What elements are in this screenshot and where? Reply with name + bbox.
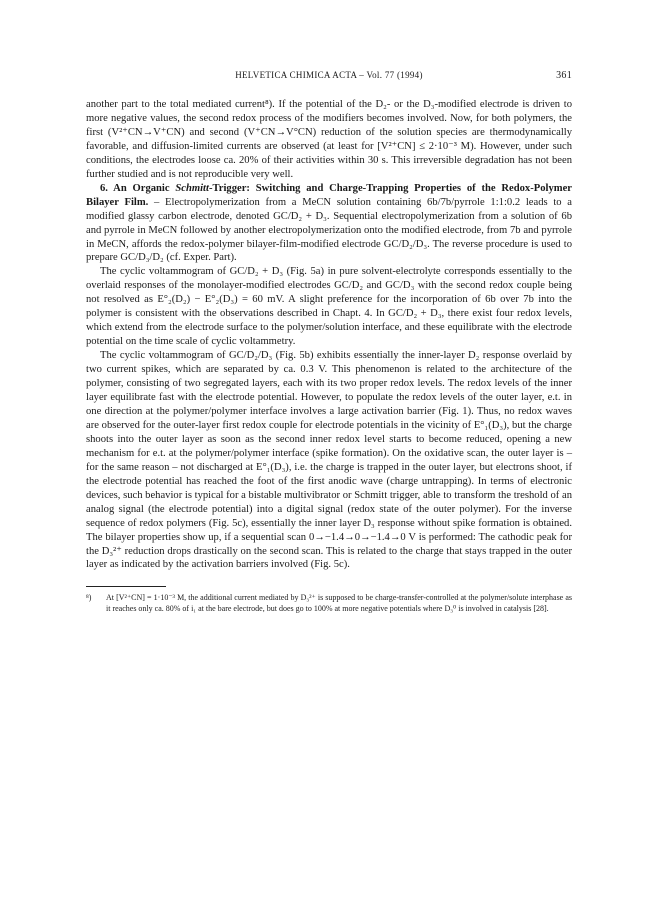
footnote (86, 593, 572, 613)
section-heading-name: Schmitt (175, 182, 209, 194)
running-title: HELVETICA CHIMICA ACTA – Vol. 77 (1994) (235, 70, 423, 80)
paragraph-continued: another part to the total mediated current⁸). If the potential of the D₂- or the D₃-modified electrode is driven to more negative values, the second redox process of the modifiers becomes involved. Now, for both polymers, the first (V²⁺CN→V⁺CN) and second (V⁺CN→V°CN) reduction of the solution species are thermodynamically favorable, and diffusion-limited currents are observed (at least for [V²⁺CN] ≤ 2·10⁻³ M). However, under such conditions, the electrodes loose ca. 20% of their activities within 30 s. This irreversible degradation has not been further studied and is not reproducible very well. (86, 99, 572, 180)
paragraph-voltammogram-mixed: The cyclic voltammogram of GC/D₂ + D₃ (Fig. 5a) in pure solvent-electrolyte corresponds essentially to the overlaid responses of the monolayer-modified electrodes GC/D₂ and GC/D₃ with the second redox couple being not resolved as E°₂(D₂) − E°₂(D₃) = 60 mV. A slight preference for the incorporation of 6b over 7b into the polymer is consistent with the observations described in Chapt. 4. In GC/D₂ + D₃, there exist four redox levels, which extend from the electrode surface to the polymer/solution interface, and these equilibrate with the electrode potential on the time scale of cyclic voltammetry. (86, 266, 572, 348)
footnote-text: At [V²⁺CN] = 1·10⁻³ M, the additional current mediated by D₃²⁺ is supposed to be charge-transfer-controlled at the polymer/solute interphase as it reaches only ca. 80% of i₁ at the bare electrode, but does go to 100% at more negative potentials where D₃⁰ is involved in catalysis [28]. (106, 593, 572, 613)
footnote-mark: ⁸) (86, 593, 92, 603)
section-run-in-text: – Electropolymerization from a MeCN solution containing 6b/7b/pyrrole 1:1:0.2 leads to a modified glassy carbon electrode, denoted GC/D₂ + D₃. Sequential electropolymerization from a solution of 6b and pyrrole in MeCN followed by another electropolymerization onto the modified electrode, from 7b and pyrrole in MeCN, affords the redox-polymer bilayer-film-modified electrode GC/D₂/D₃. The reverse procedure is used to prepare GC/D₃/D₂ (cf. Exper. Part). (86, 196, 572, 264)
section-heading-part-2: -Trigger: Switching and Charge-Trapping Properties of the Redox-Polymer Bilayer Film. (86, 182, 572, 208)
section-heading-part-1: An Organic (113, 182, 170, 194)
running-header (86, 68, 572, 84)
page-number: 361 (556, 70, 572, 81)
paragraph-voltammogram-bilayer: The cyclic voltammogram of GC/D₂/D₃ (Fig. 5b) exhibits essentially the inner-layer D₂ response overlaid by two current spikes, which are separated by ca. 0.3 V. This phenomenon is related to the architecture of the polymer, consisting of two segregated layers, each with its two proper redox levels. The redox levels of the inner layer equilibrate fast with the electrode potential. However, to populate the redox levels of the outer layer, e.t. in one direction at the polymer/polymer interface involves a large activation barrier (Fig. 1). Thus, no redox waves are observed for the outer-layer first redox couple for electrode potentials in the vicinity of E°₁(D₃), but the charge shoots into the outer layer as soon as the second inner redox level starts to become reduced, opening a new mechanism for e.t. at the polymer/polymer interface (spike formation). On the oxidative scan, the outer layer is – for the same reason – not discharged at E°₁(D₃), i.e. the charge is trapped in the outer layer, but electrons shoot, if the electrode potential has reached the foot of the first anodic wave (charge untrapping). In terms of electronic devices, such behavior is typical for a bistable multivibrator or Schmitt trigger, able to transform the treshold of an analog signal (the electrode potential) into a digital signal (redox state of the outer polymer). For the inverse sequence of redox polymers (Fig. 5c), essentially the inner layer D₃ response without spike formation is obtained. The bilayer properties show up, if a sequential scan 0→−1.4→0→−1.4→0 V is performed: The cathodic peak for the D₃²⁺ reduction drops drastically on the second scan. This is related to the charge that stays trapped in the outer layer as indicated by the activation barriers involved (Fig. 5c). (86, 350, 572, 571)
journal-page (86, 68, 572, 614)
footnote-separator (86, 586, 166, 587)
article-body (86, 98, 572, 572)
section-paragraph (86, 182, 572, 266)
section-number: 6. (100, 182, 108, 194)
